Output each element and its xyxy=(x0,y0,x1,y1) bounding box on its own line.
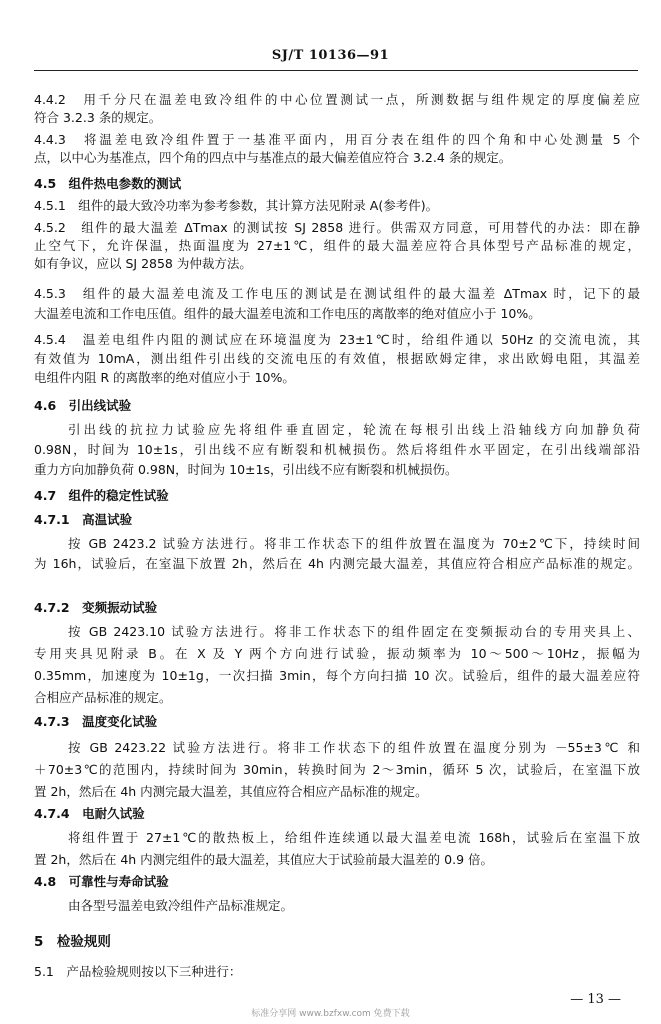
clause-4-5-2-line-2: 止空气下，允许保温，热面温度为 27±1℃，组件的最大温差应符合具体型号产品标准的规定， xyxy=(34,238,640,253)
section-4-7-heading: 4.7 组件的稳定性试验 xyxy=(34,488,169,503)
watermark: 标准分享网 www.bzfxw.com 免费下载 xyxy=(251,1009,410,1019)
clause-4-7-3-line-3: 置 2h，然后在 4h 内测完最大温差，其值应符合相应产品标准的规定。 xyxy=(34,784,428,799)
section-4-8-heading: 4.8 可靠性与寿命试验 xyxy=(34,874,169,889)
clause-4-5-3-line-1: 4.5.3 组件的最大温差电流及工作电压的测试是在测试组件的最大温差 ΔTmax 时，记下的最 xyxy=(34,286,640,301)
clause-4-7-1-heading: 4.7.1 高温试验 xyxy=(34,512,133,527)
clause-4-4-2-line-1: 4.4.2 用千分尺在温差电致冷组件的中心位置测试一点，所测数据与组件规定的厚度偏差应 xyxy=(34,92,640,107)
clause-4-5-1-line-1: 4.5.1 组件的最大致冷功率为参考参数，其计算方法见附录 A(参考件)。 xyxy=(34,198,439,213)
clause-4-7-1-line-1: 按 GB 2423.2 试验方法进行。将非工作状态下的组件放置在温度为 70±2℃下，持续时间 xyxy=(68,536,640,551)
clause-4-4-3-line-1: 4.4.3 将温差电致冷组件置于一基准平面内，用百分表在组件的四个角和中心处测量 5 个 xyxy=(34,132,640,147)
clause-4-7-3-heading: 4.7.3 温度变化试验 xyxy=(34,714,158,729)
standard-code-header: SJ/T 10136—91 xyxy=(271,48,390,63)
clause-4-4-3-line-2: 点，以中心为基准点，四个角的四点中与基准点的最大偏差值应符合 3.2.4 条的规定。 xyxy=(34,150,512,165)
page-number: — 13 — xyxy=(570,992,621,1007)
chapter-5-heading: 5 检验规则 xyxy=(34,934,111,950)
clause-4-8-line-1: 由各型号温差电致冷组件产品标准规定。 xyxy=(68,898,294,913)
clause-4-6-line-3: 重力方向加静负荷 0.98N，时间为 10±1s，引出线不应有断裂和机械损伤。 xyxy=(34,462,458,477)
clause-4-6-line-1: 引出线的抗拉力试验应先将组件垂直固定，轮流在每根引出线上沿轴线方向加静负荷 xyxy=(68,422,640,437)
clause-4-7-4-line-2: 置 2h，然后在 4h 内测完组件的最大温差，其值应大于试验前最大温差的 0.9 倍。 xyxy=(34,852,493,867)
clause-4-5-2-line-1: 4.5.2 组件的最大温差 ΔTmax 的测试按 SJ 2858 进行。供需双方同意，可用替代的办法：即在静 xyxy=(34,220,640,235)
clause-5-1-line-1: 5.1 产品检验规则按以下三种进行： xyxy=(34,964,242,979)
clause-4-5-4-line-1: 4.5.4 温差电组件内阻的测试应在环境温度为 23±1℃时，给组件通以 50Hz 的交流电流，其 xyxy=(34,332,640,347)
clause-4-7-4-line-1: 将组件置于 27±1℃的散热板上，给组件连续通以最大温差电流 168h，试验后在室温下放 xyxy=(68,830,640,845)
clause-4-7-2-line-2: 专用夹具见附录 B。在 X 及 Y 两个方向进行试验，振动频率为 10～500～10Hz，振幅为 xyxy=(34,646,640,661)
clause-4-5-4-line-3: 电组件内阻 R 的离散率的绝对值应小于 10%。 xyxy=(34,370,295,385)
clause-4-5-3-line-2: 大温差电流和工作电压值。组件的最大温差电流和工作电压的离散率的绝对值应小于 10%。 xyxy=(34,306,541,321)
clause-4-7-4-heading: 4.7.4 电耐久试验 xyxy=(34,806,145,821)
clause-4-6-line-2: 0.98N，时间为 10±1s，引出线不应有断裂和机械损伤。然后将组件水平固定，在引出线端部沿 xyxy=(34,442,640,457)
clause-4-7-1-line-2: 为 16h，试验后，在室温下放置 2h，然后在 4h 内测完最大温差，其值应符合相应产品标准的规定。 xyxy=(34,556,640,571)
section-4-5-heading: 4.5 组件热电参数的测试 xyxy=(34,176,182,191)
clause-4-7-3-line-1: 按 GB 2423.22 试验方法进行。将非工作状态下的组件放置在温度分别为 －55±3℃ 和 xyxy=(68,740,640,755)
clause-4-4-2-line-2: 符合 3.2.3 条的规定。 xyxy=(34,110,162,125)
clause-4-7-2-line-3: 0.35mm，加速度为 10±1g，一次扫描 3min，每个方向扫描 10 次。试验后，组件的最大温差应符 xyxy=(34,668,640,683)
clause-4-7-2-line-4: 合相应产品标准的规定。 xyxy=(34,690,172,705)
clause-4-7-2-line-1: 按 GB 2423.10 试验方法进行。将非工作状态下的组件固定在变频振动台的专用夹具上、 xyxy=(68,624,640,639)
section-4-6-heading: 4.6 引出线试验 xyxy=(34,398,132,413)
clause-4-5-4-line-2: 有效值为 10mA，测出组件引出线的交流电压的有效值，根据欧姆定律，求出欧姆电阻，其温差 xyxy=(34,351,640,366)
clause-4-7-3-line-2: ＋70±3℃的范围内，持续时间为 30min，转换时间为 2～3min，循环 5 次，试验后，在室温下放 xyxy=(34,762,640,777)
clause-4-7-2-heading: 4.7.2 变频振动试验 xyxy=(34,600,158,615)
header-divider xyxy=(34,70,638,71)
clause-4-5-2-line-3: 如有争议，应以 SJ 2858 为仲裁方法。 xyxy=(34,256,252,271)
